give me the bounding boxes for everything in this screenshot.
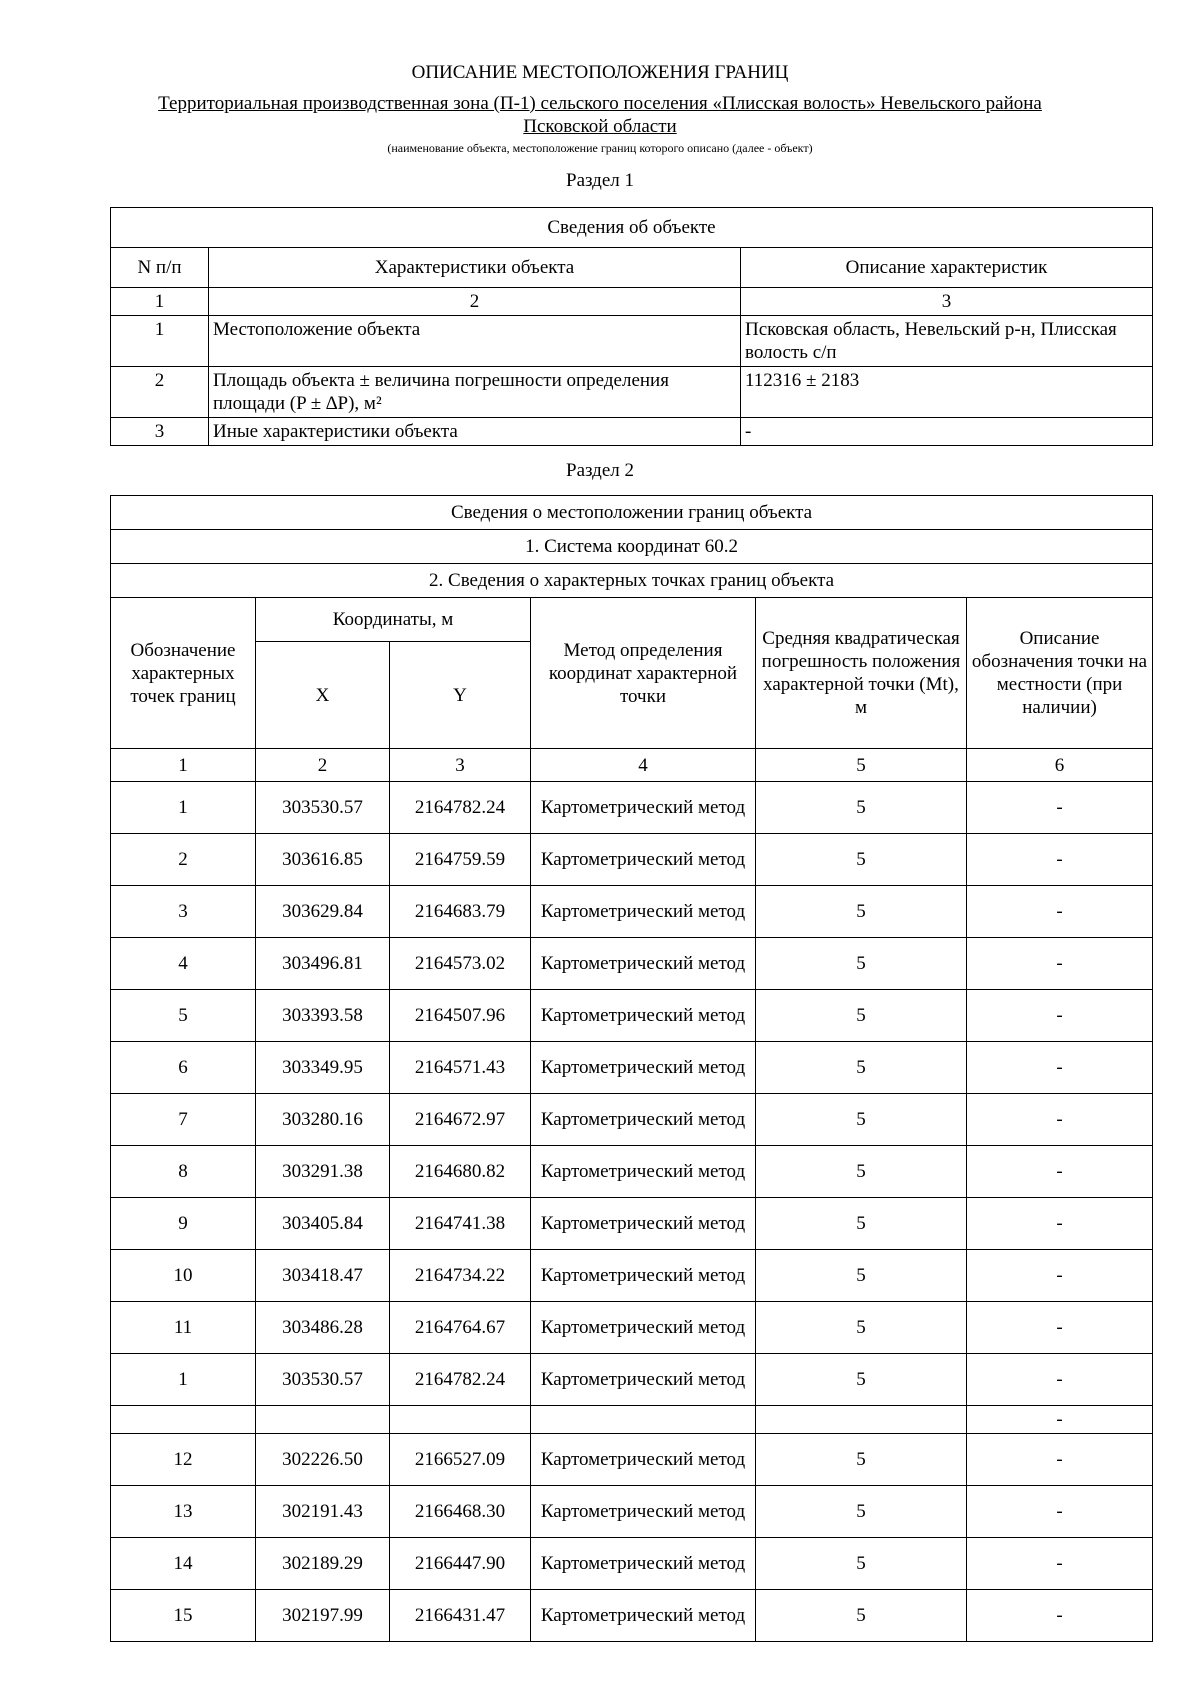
- object-name-line1: Территориальная производственная зона (П-1) сельского поселения «Плисская волость» Невельского района: [158, 93, 1042, 114]
- col-number: 2: [209, 288, 741, 316]
- point-error: 5: [756, 782, 967, 834]
- point-error: 5: [756, 1198, 967, 1250]
- point-y: 2164782.24: [390, 1354, 531, 1406]
- object-info-title: Сведения об объекте: [111, 208, 1153, 248]
- point-x: 303405.84: [256, 1198, 390, 1250]
- point-description: -: [967, 1042, 1153, 1094]
- point-description: -: [967, 1250, 1153, 1302]
- table-row: [111, 1302, 1153, 1354]
- col-number: 5: [756, 749, 967, 782]
- separator-row: [111, 1406, 1153, 1434]
- point-error: 5: [756, 1486, 967, 1538]
- col-number: 6: [967, 749, 1153, 782]
- point-y: 2166431.47: [390, 1590, 531, 1642]
- point-method: Картометрический метод: [531, 1198, 756, 1250]
- point-error: 5: [756, 834, 967, 886]
- point-description: -: [967, 1094, 1153, 1146]
- header-description: Описание обозначения точки на местности (при наличии): [967, 598, 1153, 749]
- point-error: 5: [756, 938, 967, 990]
- characteristic-value: 112316 ± 2183: [741, 367, 1153, 418]
- table-row: [111, 1590, 1153, 1642]
- point-method: Картометрический метод: [531, 1302, 756, 1354]
- point-method: Картометрический метод: [531, 1354, 756, 1406]
- row-number: 1: [111, 316, 209, 367]
- characteristic-name: Местоположение объекта: [209, 316, 741, 367]
- object-name: [0, 92, 1200, 138]
- point-method: Картометрический метод: [531, 1250, 756, 1302]
- header-x: X: [256, 642, 390, 749]
- table-row: [111, 1538, 1153, 1590]
- table-row: [111, 1354, 1153, 1406]
- point-description: -: [967, 1302, 1153, 1354]
- point-id: 1: [111, 1354, 256, 1406]
- col-number: 3: [390, 749, 531, 782]
- point-method: Картометрический метод: [531, 1042, 756, 1094]
- col-header-n: N п/п: [111, 248, 209, 288]
- point-x: 303496.81: [256, 938, 390, 990]
- point-error: 5: [756, 1094, 967, 1146]
- header-error: Средняя квадратическая погрешность положения характерной точки (Mt), м: [756, 598, 967, 749]
- point-id: 8: [111, 1146, 256, 1198]
- characteristic-name: Площадь объекта ± величина погрешности определения площади (P ± ∆P), м²: [209, 367, 741, 418]
- point-y: 2166468.30: [390, 1486, 531, 1538]
- points-title: 2. Сведения о характерных точках границ объекта: [111, 564, 1153, 598]
- table-row: [111, 1146, 1153, 1198]
- point-id: 1: [111, 782, 256, 834]
- point-y: 2164571.43: [390, 1042, 531, 1094]
- table-row: [111, 1042, 1153, 1094]
- point-id: 5: [111, 990, 256, 1042]
- point-error: 5: [756, 990, 967, 1042]
- point-y: 2166527.09: [390, 1434, 531, 1486]
- table-row: [111, 938, 1153, 990]
- point-method: Картометрический метод: [531, 1434, 756, 1486]
- table-row: [111, 367, 1153, 418]
- point-x: 303486.28: [256, 1302, 390, 1354]
- table-row: [111, 886, 1153, 938]
- point-error: [756, 1406, 967, 1434]
- point-description: -: [967, 990, 1153, 1042]
- point-id: 11: [111, 1302, 256, 1354]
- point-id: 2: [111, 834, 256, 886]
- point-error: 5: [756, 1434, 967, 1486]
- point-x: 303616.85: [256, 834, 390, 886]
- point-y: 2164734.22: [390, 1250, 531, 1302]
- boundary-points-table: [110, 495, 1153, 1642]
- col-number: 2: [256, 749, 390, 782]
- point-id: 7: [111, 1094, 256, 1146]
- header-y: Y: [390, 642, 531, 749]
- point-error: 5: [756, 1302, 967, 1354]
- header-coordinates: Координаты, м: [256, 598, 531, 642]
- point-method: Картометрический метод: [531, 1094, 756, 1146]
- point-x: 302189.29: [256, 1538, 390, 1590]
- col-header-characteristics: Характеристики объекта: [209, 248, 741, 288]
- point-y: 2164764.67: [390, 1302, 531, 1354]
- point-y: 2164782.24: [390, 782, 531, 834]
- point-id: 4: [111, 938, 256, 990]
- point-y: 2166447.90: [390, 1538, 531, 1590]
- point-error: 5: [756, 886, 967, 938]
- section1-heading: Раздел 1: [566, 170, 634, 191]
- point-method: Картометрический метод: [531, 886, 756, 938]
- point-x: 303349.95: [256, 1042, 390, 1094]
- point-y: [390, 1406, 531, 1434]
- point-id: 9: [111, 1198, 256, 1250]
- document-title: ОПИСАНИЕ МЕСТОПОЛОЖЕНИЯ ГРАНИЦ: [411, 62, 789, 83]
- point-x: 303393.58: [256, 990, 390, 1042]
- table-row: [111, 1250, 1153, 1302]
- point-error: 5: [756, 1354, 967, 1406]
- col-number: 4: [531, 749, 756, 782]
- table-row: [111, 316, 1153, 367]
- point-y: 2164759.59: [390, 834, 531, 886]
- point-x: 303629.84: [256, 886, 390, 938]
- point-description: -: [967, 1590, 1153, 1642]
- point-id: 15: [111, 1590, 256, 1642]
- point-y: 2164741.38: [390, 1198, 531, 1250]
- point-id: 3: [111, 886, 256, 938]
- point-method: [531, 1406, 756, 1434]
- point-y: 2164683.79: [390, 886, 531, 938]
- point-description: -: [967, 1538, 1153, 1590]
- point-method: Картометрический метод: [531, 782, 756, 834]
- point-description: -: [967, 1198, 1153, 1250]
- point-method: Картометрический метод: [531, 1538, 756, 1590]
- point-error: 5: [756, 1590, 967, 1642]
- point-error: 5: [756, 1538, 967, 1590]
- point-y: 2164507.96: [390, 990, 531, 1042]
- point-method: Картометрический метод: [531, 1590, 756, 1642]
- point-x: 303418.47: [256, 1250, 390, 1302]
- point-error: 5: [756, 1042, 967, 1094]
- row-number: 3: [111, 418, 209, 446]
- point-description: -: [967, 782, 1153, 834]
- point-description: -: [967, 1434, 1153, 1486]
- point-error: 5: [756, 1146, 967, 1198]
- point-y: 2164672.97: [390, 1094, 531, 1146]
- point-id: 6: [111, 1042, 256, 1094]
- point-description: -: [967, 1146, 1153, 1198]
- point-description: -: [967, 1406, 1153, 1434]
- section2-heading: Раздел 2: [566, 460, 634, 481]
- point-x: 303291.38: [256, 1146, 390, 1198]
- point-description: -: [967, 1486, 1153, 1538]
- point-id: [111, 1406, 256, 1434]
- boundary-table-title: Сведения о местоположении границ объекта: [111, 496, 1153, 530]
- table-row: [111, 1434, 1153, 1486]
- characteristic-name: Иные характеристики объекта: [209, 418, 741, 446]
- point-description: -: [967, 886, 1153, 938]
- table-row: [111, 782, 1153, 834]
- table-row: [111, 990, 1153, 1042]
- table-row: [111, 1198, 1153, 1250]
- object-name-line2: Псковской области: [523, 116, 677, 137]
- point-id: 14: [111, 1538, 256, 1590]
- col-header-description: Описание характеристик: [741, 248, 1153, 288]
- point-method: Картометрический метод: [531, 990, 756, 1042]
- points-body: [111, 782, 1153, 1642]
- point-x: 303280.16: [256, 1094, 390, 1146]
- table-row: [111, 1094, 1153, 1146]
- object-caption: (наименование объекта, местоположение границ которого описано (далее - объект): [387, 141, 813, 155]
- col-number: 1: [111, 749, 256, 782]
- table-row: [111, 834, 1153, 886]
- point-description: -: [967, 1354, 1153, 1406]
- header-method: Метод определения координат характерной точки: [531, 598, 756, 749]
- coordinate-system: 1. Система координат 60.2: [111, 530, 1153, 564]
- point-x: 302191.43: [256, 1486, 390, 1538]
- point-y: 2164680.82: [390, 1146, 531, 1198]
- point-description: -: [967, 834, 1153, 886]
- col-number: 1: [111, 288, 209, 316]
- point-id: 12: [111, 1434, 256, 1486]
- point-method: Картометрический метод: [531, 834, 756, 886]
- characteristic-value: -: [741, 418, 1153, 446]
- table-row: [111, 1486, 1153, 1538]
- point-method: Картометрический метод: [531, 1146, 756, 1198]
- point-method: Картометрический метод: [531, 1486, 756, 1538]
- point-x: 303530.57: [256, 1354, 390, 1406]
- object-info-table: [110, 207, 1153, 446]
- col-number: 3: [741, 288, 1153, 316]
- table-row: [111, 418, 1153, 446]
- point-y: 2164573.02: [390, 938, 531, 990]
- row-number: 2: [111, 367, 209, 418]
- point-x: [256, 1406, 390, 1434]
- point-x: 302226.50: [256, 1434, 390, 1486]
- characteristic-value: Псковская область, Невельский р-н, Плисская волость с/п: [741, 316, 1153, 367]
- point-error: 5: [756, 1250, 967, 1302]
- point-description: -: [967, 938, 1153, 990]
- point-id: 13: [111, 1486, 256, 1538]
- point-x: 303530.57: [256, 782, 390, 834]
- column-numbers-row: [111, 749, 1153, 782]
- point-method: Картометрический метод: [531, 938, 756, 990]
- header-designation: Обозначение характерных точек границ: [111, 598, 256, 749]
- point-x: 302197.99: [256, 1590, 390, 1642]
- point-id: 10: [111, 1250, 256, 1302]
